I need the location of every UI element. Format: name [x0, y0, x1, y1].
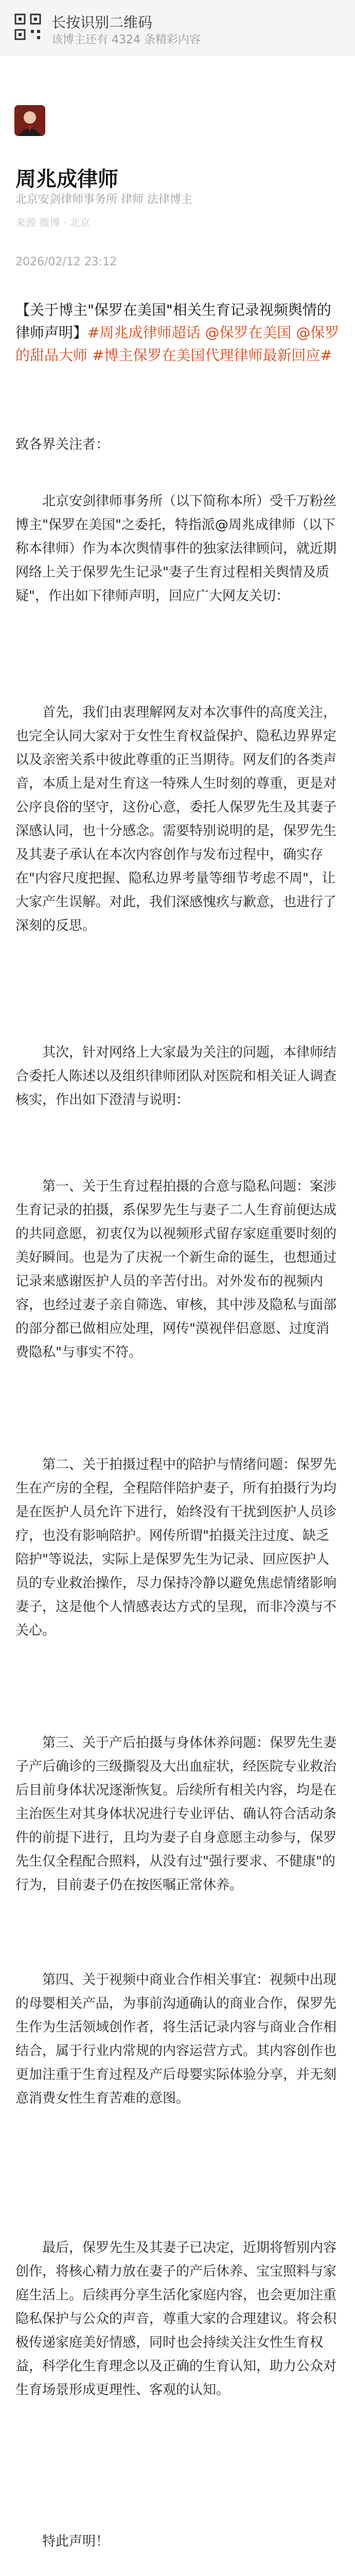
title-hashtags[interactable]: #周兆成律师超话 @保罗在美国 @保罗的甜品大师 #博主保罗在美国代理律师最新回应# [15, 324, 340, 364]
paragraph-point-1: 第一、关于生育过程拍摄的合意与隐私问题：案涉生育记录的拍摄，系保罗先生与妻子二人生育前便达成的共同意愿，初衷仅为以视频形式留存家庭重要时刻的美好瞬间。也是为了庆祝一个新生命的诞生，也想通过记录来感谢医护人员的辛苦付出。对外发布的视频内容，也经过妻子亲自筛选、审核，其中涉及隐私与面部的部分都已做相应处理，网传"漠视伴侣意愿、过度消费隐私"与事实不符。 [15, 1179, 337, 1360]
avatar[interactable] [14, 105, 45, 136]
qr-code-icon[interactable] [14, 13, 41, 40]
author-name[interactable]: 周兆成律师 [15, 167, 118, 191]
paragraph-point-2: 第二、关于拍摄过程中的陪护与情绪问题：保罗先生在产房的全程，全程陪伴陪护妻子，所有拍摄行为均是在医护人员允许下进行，始终没有干扰到医护人员诊疗，也没有影响陪护。网传所谓"拍摄关注过度、缺乏陪护"等说法，实际上是保罗先生为记录、回应医护人员的专业救治操作，尽力保持冷静以避免焦虑情绪影响妻子，这是他个人情感表达方式的呈现，而非冷漠与不关心。 [15, 1457, 337, 1638]
paragraph-clarification-intro: 其次，针对网络上大家最为关注的问题，本律师结合委托人陈述以及组织律师团队对医院和相关证人调查核实，作出如下澄清与说明： [15, 1045, 337, 1108]
author-bio: 北京安剑律师事务所 律师 法律博主 [15, 193, 192, 206]
greeting: 致各界关注者： [15, 437, 110, 452]
paragraph-conclusion: 最后，保罗先生及其妻子已决定，近期将暂别内容创作，将核心精力放在妻子的产后休养、宝宝照料与家庭生活上。后续再分享生活化家庭内容，也会更加注重隐私保护与公众的声音，尊重大家的合理建议。将会积极传递家庭美好情感，同时也会持续关注女性生育权益，科学化生育理念以及正确的生育认知，助力公众对生育场景形成更理性、客观的认知。 [15, 2240, 337, 2398]
share-title: 长按识别二维码 [51, 14, 153, 31]
post-title [15, 299, 340, 367]
paragraph-point-4: 第四、关于视频中商业合作相关事宜：视频中出现的母婴相关产品，为事前沟通确认的商业合作，保罗先生作为生活领域创作者，将生活记录内容与商业合作相结合，属于行业内常规的内容运营方式。其内容创作也更加注重于生育过程及产后母婴实际体验分享，并无刻意消费女性生育苦难的意图。 [15, 1972, 337, 2106]
closing-line: 特此声明！ [42, 2534, 110, 2549]
paragraph-point-3: 第三、关于产后拍摄与身体休养问题：保罗先生妻子产后确诊的三级撕裂及大出血症状，经医院专业救治后目前身体状况逐渐恢复。后续所有相关内容，均是在主治医生对其身体状况进行专业评估、确认符合活动条件的前提下进行，且均为妻子自身意愿主动参与，保罗先生仅全程配合照料，从没有过"强行要求、不健康"的行为，目前妻子仍在按医嘱正常休养。 [15, 1735, 337, 1893]
post-datetime: 2026/02/12 23:12 [15, 256, 117, 268]
share-subtitle: 该博主还有 4324 条精彩内容 [51, 33, 201, 46]
paragraph-apology: 首先，我们由衷理解网友对本次事件的高度关注，也完全认同大家对于女性生育权益保护、隐私边界界定以及亲密关系中彼此尊重的正当期待。网友们的各类声音，本质上是对生育这一特殊人生时刻的尊重，更是对公序良俗的坚守，这份心意，委托人保罗先生及其妻子深感认同，也十分感念。需要特别说明的是，保罗先生及其妻子承认在本次内容创作与发布过程中，确实存在"内容尺度把握、隐私边界考量等细节考虑不周"，让大家产生误解。对此，我们深感愧疚与歉意，也进行了深刻的反思。 [15, 705, 337, 934]
paragraph-intro: 北京安剑律师事务所（以下简称本所）受千万粉丝博主"保罗在美国"之委托，特指派@周兆成律师（以下称本律师）作为本次舆情事件的独家法律顾问，就近期网络上关于保罗先生记录"妻子生育过程相关舆情及质疑"，作出如下律师声明，回应广大网友关切： [15, 494, 337, 604]
title-text: 【关于博主"保罗在美国"相关生育记录视频舆情的律师声明】 [15, 301, 331, 341]
top-share-bar [0, 0, 355, 55]
author-meta: 来源 微博 · 北京 [15, 216, 91, 229]
author-profile [0, 55, 355, 268]
